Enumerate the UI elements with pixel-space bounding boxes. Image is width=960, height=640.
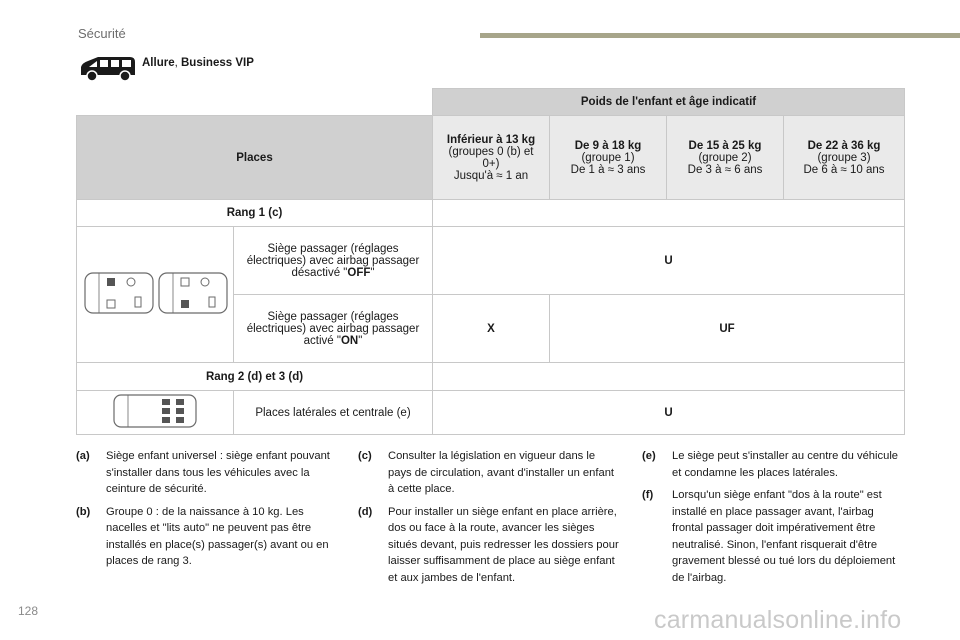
section-title: Sécurité [78,26,126,41]
rear-seat-diagram-cell [77,391,234,435]
van-icon [78,55,138,83]
van-topview-left [85,273,153,313]
row1-label: Rang 1 (c) [77,200,433,227]
seat-airbag-on-value-other: UF [550,295,905,363]
seat-airbag-on-label: Siège passager (réglages électriques) avec airbag passager activé "ON" [234,295,433,363]
weight-age: De 3 à ≈ 6 ans [687,163,763,176]
notes-column-3 [642,448,904,592]
seat-active-icon [107,278,115,286]
rear-seat-diagram [112,393,198,429]
weight-age: De 1 à ≈ 3 ans [570,163,646,176]
weight-group: (groupe 1) [581,151,635,164]
weight-col-2 [550,116,667,200]
seat-active-icon [181,300,189,308]
note-c: (c) Consulter la législation en vigueur dans le pays de circulation, avant d'installer un enfant à cette place. [358,450,615,495]
trim-name-business-vip: Business VIP [181,57,254,69]
airbag-on-state: ON [340,334,359,347]
trim-separator: , [174,57,178,69]
weight-range: Inférieur à 13 kg [446,133,536,146]
empty-corner [77,89,433,116]
note-f: (f) Lorsqu'un siège enfant "dos à la route" est installé en place passager avant, l'airbag frontal passager doit impérativement être neutralisé. Sinon, l'enfant risquerait d'être gravement blessé ou tué lors du déploiement de l'airbag. [642,489,896,584]
weight-group: (groupes 0 (b) et 0+) [448,145,534,170]
notes-column-2 [358,448,620,592]
weight-range: De 15 à 25 kg [688,139,762,152]
note-a: (a) Siège enfant universel : siège enfant pouvant s'installer dans tous les véhicules avec la ceinture de sécurité. [76,450,330,495]
trim-name-allure: Allure [142,57,175,69]
airbag-off-state: OFF [347,266,371,279]
weight-range: De 22 à 36 kg [807,139,881,152]
row1-empty [433,200,905,227]
weight-group: (groupe 2) [698,151,752,164]
row2-label: Rang 2 (d) et 3 (d) [77,363,433,391]
rear-seats-value: U [433,391,905,435]
child-seat-table [76,88,905,435]
row2-empty [433,363,905,391]
weight-col-4 [784,116,905,200]
van-topview-right [159,273,227,313]
note-d: (d) Pour installer un siège enfant en place arrière, dos ou face à la route, avancer les sièges situés devant, puis redresser les dossiers pour laisser suffisamment de place au siège enfant et aux jambes de l'enfant. [358,505,619,584]
note-b: (b) Groupe 0 : de la naissance à 10 kg. Les nacelles et "lits auto" ne peuvent pas être installés en place(s) passager(s) avant ou en places de rang 3. [76,505,329,567]
notes-column-1 [76,448,338,576]
note-e: (e) Le siège peut s'installer au centre du véhicule et condamne les places latérales. [642,450,899,479]
seat-airbag-off-label: Siège passager (réglages électriques) avec airbag passager désactivé "OFF" [234,227,433,295]
seat-airbag-off-value: U [433,227,905,295]
rear-seats-label: Places latérales et centrale (e) [234,391,433,435]
weight-group-header: Poids de l'enfant et âge indicatif [433,89,905,116]
weight-age: Jusqu'à ≈ 1 an [453,169,529,182]
front-seat-diagram [83,269,229,317]
places-header: Places [77,116,433,200]
weight-group: (groupe 3) [817,151,871,164]
weight-col-3 [667,116,784,200]
weight-range: De 9 à 18 kg [574,139,642,152]
weight-age: De 6 à ≈ 10 ans [803,163,885,176]
trim-names [142,57,254,69]
header-bar [480,33,960,38]
watermark: carmanualsonline.info [654,606,902,634]
weight-col-1 [433,116,550,200]
front-seat-diagram-cell [77,227,234,363]
page-number: 128 [18,604,39,618]
seat-airbag-on-value-infant: X [433,295,550,363]
